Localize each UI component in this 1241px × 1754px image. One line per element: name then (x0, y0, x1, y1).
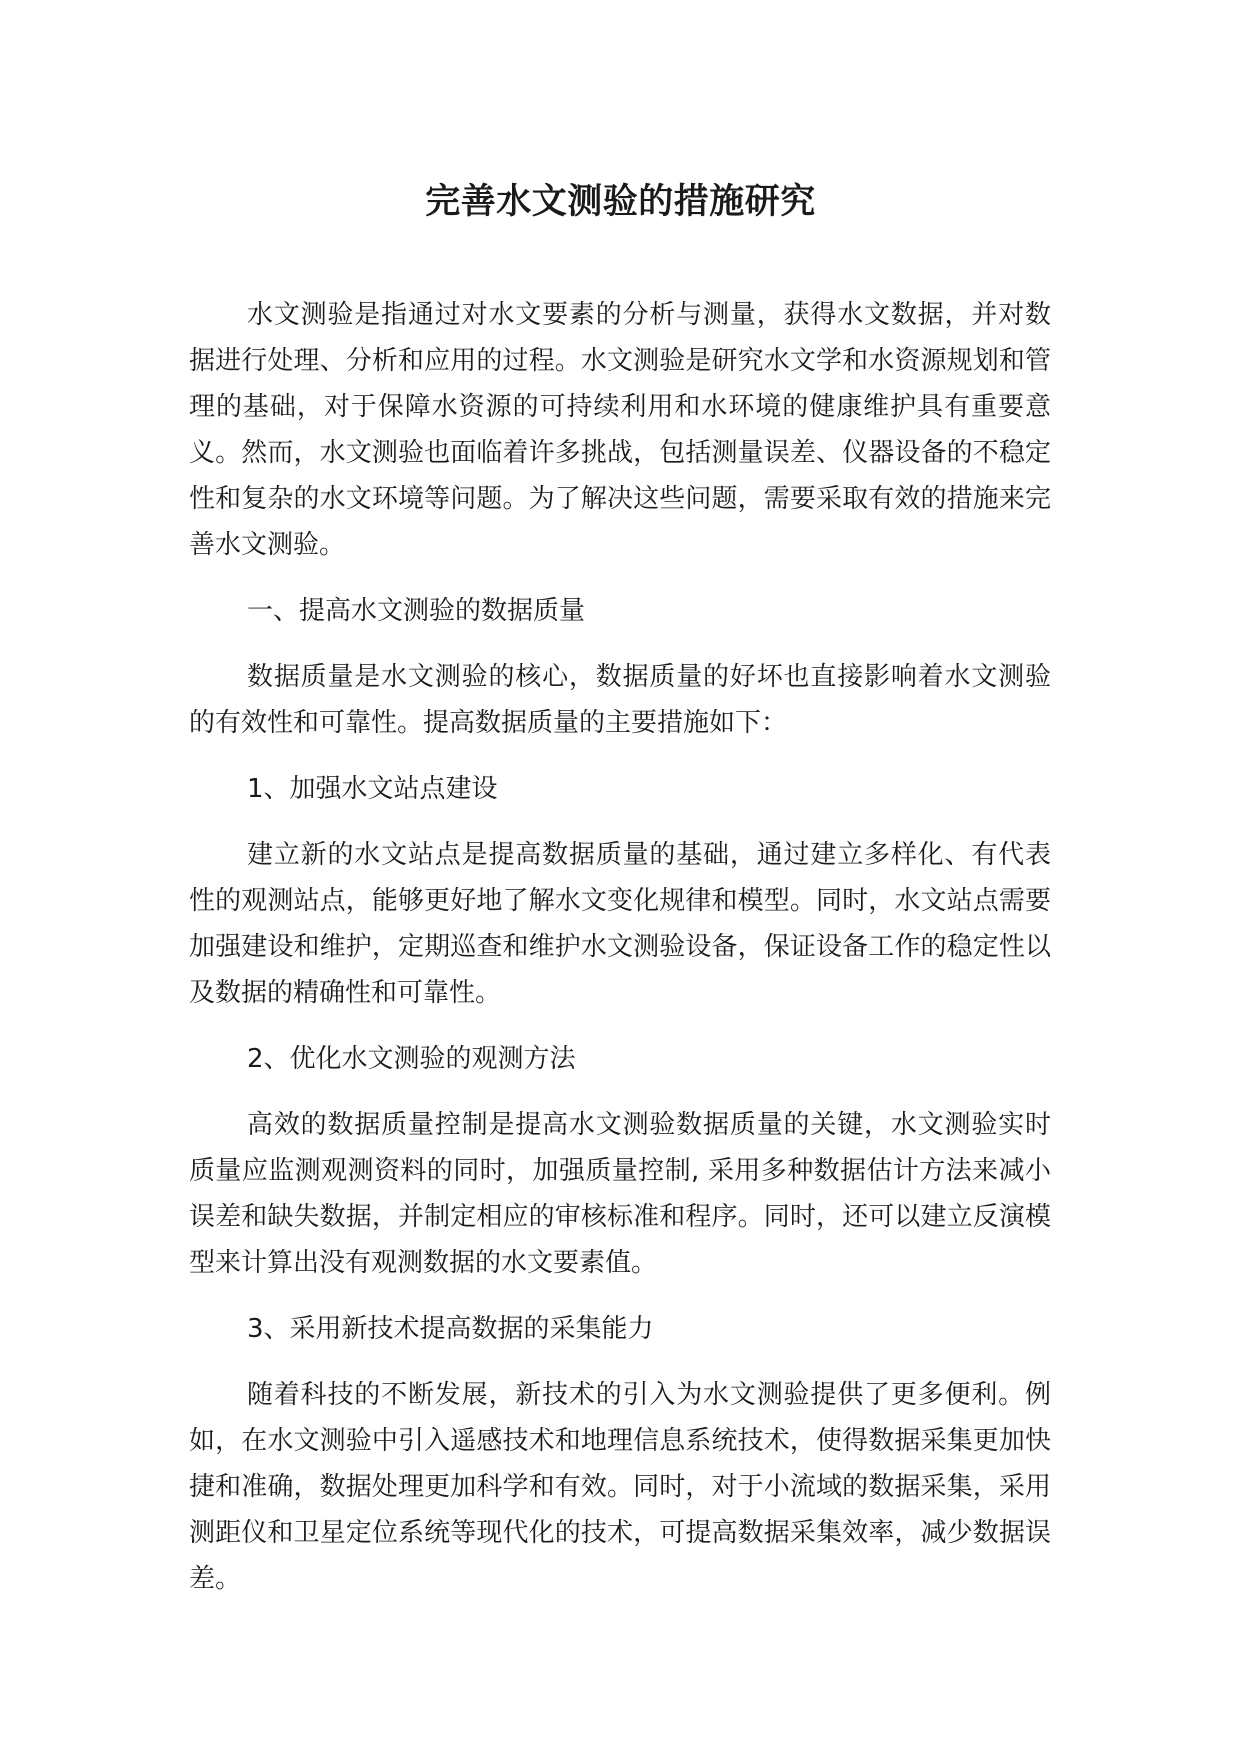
subsection-heading-1: 1、加强水文站点建设 (247, 774, 498, 804)
section-1-paragraph: 数据质量是水文测验的核心，数据质量的好坏也直接影响着水文测验的有效性和可靠性。提高数据质量的主要措施如下： (189, 662, 1051, 738)
intro-paragraph: 水文测验是指通过对水文要素的分析与测量，获得水文数据，并对数据进行处理、分析和应用的过程。水文测验是研究水文学和水资源规划和管理的基础，对于保障水资源的可持续利用和水环境的健康维护具有重要意义。然而，水文测验也面临着许多挑战，包括测量误差、仪器设备的不稳定性和复杂的水文环境等问题。为了解决这些问题，需要采取有效的措施来完善水文测验。 (189, 300, 1051, 560)
subsection-heading-3: 3、采用新技术提高数据的采集能力 (247, 1314, 654, 1344)
subsection-heading-2: 2、优化水文测验的观测方法 (247, 1044, 576, 1074)
subsection-2-paragraph: 高效的数据质量控制是提高水文测验数据质量的关键，水文测验实时质量应监测观测资料的同时，加强质量控制, 采用多种数据估计方法来减小误差和缺失数据，并制定相应的审核标准和程序。同时，还可以建立反演模型来计算出没有观测数据的水文要素值。 (189, 1110, 1051, 1278)
document-title: 完善水文测验的措施研究 (425, 182, 816, 222)
document-body (189, 292, 1051, 1622)
section-heading-1: 一、提高水文测验的数据质量 (247, 596, 586, 626)
subsection-3-paragraph: 随着科技的不断发展，新技术的引入为水文测验提供了更多便利。例如，在水文测验中引入遥感技术和地理信息系统技术，使得数据采集更加快捷和准确，数据处理更加科学和有效。同时，对于小流域的数据采集，采用测距仪和卫星定位系统等现代化的技术，可提高数据采集效率，减少数据误差。 (189, 1380, 1051, 1594)
subsection-1-paragraph: 建立新的水文站点是提高数据质量的基础，通过建立多样化、有代表性的观测站点，能够更好地了解水文变化规律和模型。同时，水文站点需要加强建设和维护，定期巡查和维护水文测验设备，保证设备工作的稳定性以及数据的精确性和可靠性。 (189, 840, 1051, 1008)
